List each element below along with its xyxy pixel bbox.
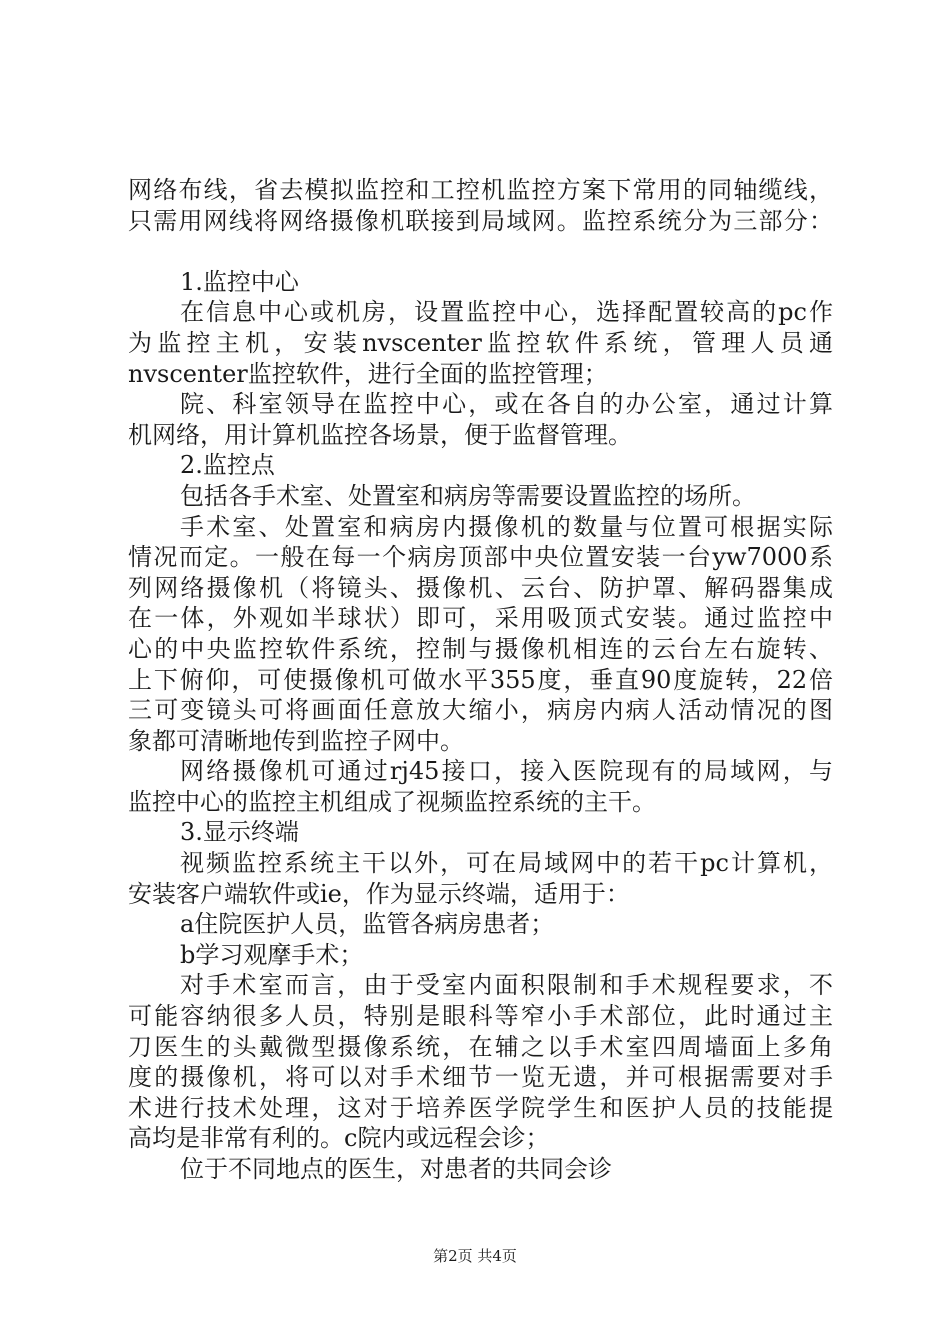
text-line: 包括各手术室、处置室和病房等需要设置监控的场所。 [180, 481, 756, 510]
text-line: a住院医护人员，监管各病房患者； [180, 910, 555, 939]
text-line: nvscenter监控软件，进行全面的监控管理； [128, 359, 608, 388]
text-line: 机网络，用计算机监控各场景，便于监督管理。 [128, 420, 632, 449]
section-heading: 2.监控点 [180, 451, 275, 480]
text-line: 网络布线，省去模拟监控和工控机监控方案下常用的同轴缆线， [128, 176, 833, 204]
text-line: 心的中央监控软件系统，控制与摄像机相连的云台左右旋转、 [128, 634, 833, 663]
text-line: 高均是非常有利的。c院内或远程会诊； [128, 1124, 550, 1153]
page-number: 第2页 共4页 [433, 1247, 517, 1265]
text-line: 在信息中心或机房，设置监控中心，选择配置较高的pc作 [180, 298, 833, 327]
text-line: 刀医生的头戴微型摄像系统，在辅之以手术室四周墙面上多角 [128, 1032, 833, 1061]
text-line: 安装客户端软件或ie，作为显示终端，适用于： [128, 879, 630, 908]
text-line: 位于不同地点的医生，对患者的共同会诊 [180, 1155, 612, 1183]
text-line: 为监控主机，安装nvscenter监控软件系统，管理人员通 [128, 328, 833, 357]
text-line: 三可变镜头可将画面任意放大缩小，病房内病人活动情况的图 [128, 696, 833, 725]
text-line: 对手术室而言，由于受室内面积限制和手术规程要求，不 [180, 971, 833, 1000]
text-line: 只需用网线将网络摄像机联接到局域网。监控系统分为三部分： [128, 206, 833, 235]
document-body [128, 175, 833, 1185]
section-heading: 3.显示终端 [180, 818, 299, 847]
text-line: b学习观摩手术； [180, 940, 364, 969]
text-line: 可能容纳很多人员，特别是眼科等窄小手术部位，此时通过主 [128, 1002, 833, 1031]
text-line: 在一体，外观如半球状）即可，采用吸顶式安装。通过监控中 [128, 604, 833, 633]
section-heading: 1.监控中心 [180, 267, 299, 296]
page-footer [0, 1246, 950, 1266]
text-line: 手术室、处置室和病房内摄像机的数量与位置可根据实际 [180, 512, 833, 541]
text-line: 视频监控系统主干以外，可在局域网中的若干pc计算机， [180, 849, 833, 878]
text-line: 情况而定。一般在每一个病房顶部中央位置安装一台yw7000系 [128, 543, 833, 572]
text-line: 象都可清晰地传到监控子网中。 [128, 726, 464, 755]
text-line: 度的摄像机，将可以对手术细节一览无遗，并可根据需要对手 [128, 1063, 833, 1092]
text-line: 术进行技术处理，这对于培养医学院学生和医护人员的技能提 [128, 1093, 833, 1122]
text-line: 列网络摄像机（将镜头、摄像机、云台、防护罩、解码器集成 [128, 573, 833, 602]
text-line: 监控中心的监控主机组成了视频监控系统的主干。 [128, 787, 656, 816]
text-line: 院、科室领导在监控中心，或在各自的办公室，通过计算 [180, 390, 833, 419]
blank-line [128, 236, 833, 267]
text-line: 上下俯仰，可使摄像机可做水平355度，垂直90度旋转，22倍 [128, 665, 833, 694]
text-line: 网络摄像机可通过rj45接口，接入医院现有的局域网，与 [180, 757, 833, 786]
